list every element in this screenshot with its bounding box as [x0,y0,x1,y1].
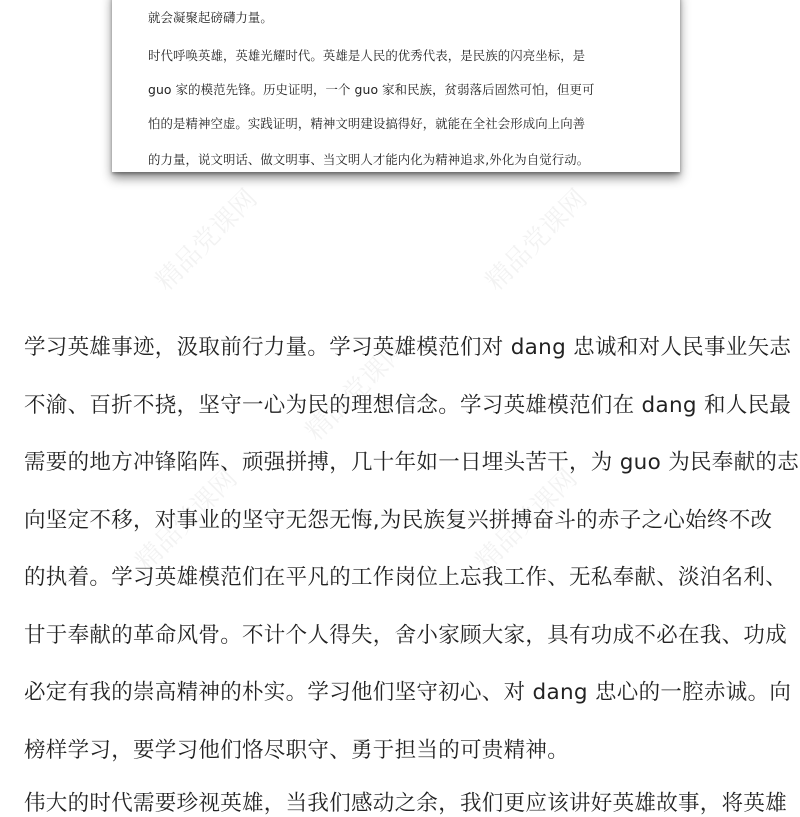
watermark: 精品党课网 [470,463,584,577]
body-text-line: 榜样学习，要学习他们恪尽职守、勇于担当的可贵精神。 [24,738,570,763]
watermark: 精品党课网 [300,333,414,447]
card-text-line: 就会凝聚起磅礴力量。 [148,10,273,25]
watermark: 精品党课网 [130,463,244,577]
embedded-document-card [112,0,680,172]
body-text-line: 向坚定不移，对事业的坚守无怨无悔,为民族复兴拼搏奋斗的赤子之心始终不改 [24,508,773,533]
body-text-line: 学习英雄事迹，汲取前行力量。学习英雄模范们对 dang 忠诚和对人民事业矢志 [24,335,792,360]
watermark: 精品党课网 [150,183,264,297]
body-text-line: 甘于奉献的革命风骨。不计个人得失，舍小家顾大家，具有功成不必在我、功成 [24,623,788,648]
body-text-line: 需要的地方冲锋陷阵、顽强拼搏，几十年如一日埋头苦干，为 guo 为民奉献的志 [24,450,799,475]
card-text-line: 时代呼唤英雄，英雄光耀时代。英雄是人民的优秀代表，是民族的闪亮坐标，是 [148,48,586,63]
body-text-line: 伟大的时代需要珍视英雄，当我们感动之余，我们更应该讲好英雄故事，将英雄 [24,791,788,816]
watermark: 精品党课网 [480,183,594,297]
body-text-line: 不渝、百折不挠，坚守一心为民的理想信念。学习英雄模范们在 dang 和人民最 [24,393,792,418]
body-text-line: 的执着。学习英雄模范们在平凡的工作岗位上忘我工作、无私奉献、淡泊名利、 [24,565,788,590]
card-text-line: guo 家的模范先锋。历史证明，一个 guo 家和民族，贫弱落后固然可怕，但更可 [148,82,595,97]
body-text-line: 必定有我的崇高精神的朴实。学习他们坚守初心、对 dang 忠心的一腔赤诚。向 [24,680,792,705]
card-text-line: 怕的是精神空虚。实践证明，精神文明建设搞得好，就能在全社会形成向上向善 [148,116,586,131]
card-text-line: 的力量，说文明话、做文明事、当文明人才能内化为精神追求,外化为自觉行动。 [148,152,590,167]
